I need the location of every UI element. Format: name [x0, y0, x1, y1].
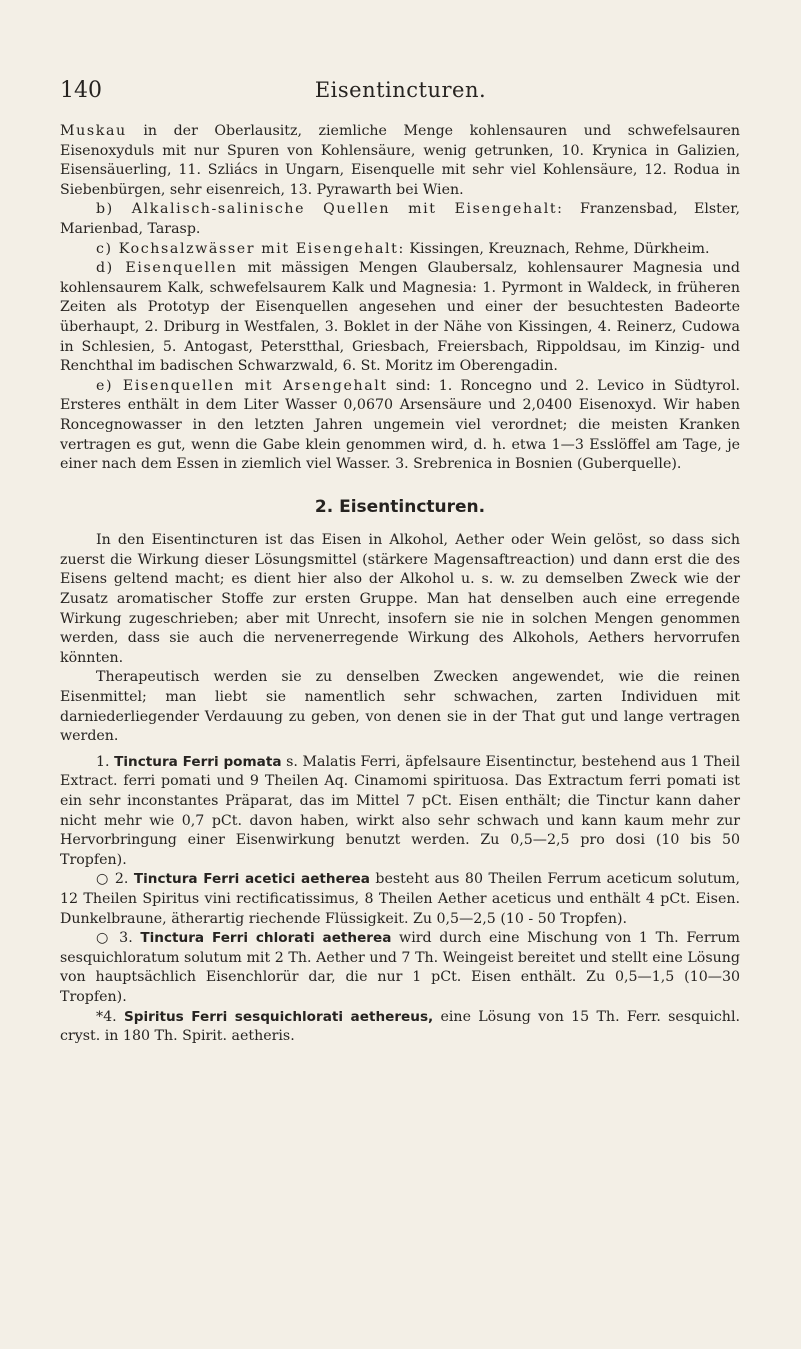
category-lead: b) Alkalisch-salinische Quellen mit Eisengehalt:: [96, 201, 564, 218]
entry-text: wird durch eine Mischung von 1 Th. Ferrum sesquichloratum solutum mit 2 Th. Aether und 7 Th. Weingeist bereitet und stellt eine Lösung von hauptsächlich Eisenchlorür dar, die nur 1 pCt. Eisen enthält. Zu 0,5—1,5 (10—30 Tropfen).: [60, 930, 740, 1005]
entry-name: Spiritus Ferri sesquichlorati aethereus,: [123, 1008, 434, 1025]
entry-tinctura-ferri-acetici: [60, 870, 740, 929]
entry-name: Tinctura Ferri pomata: [114, 753, 282, 770]
intro-paragraph: Therapeutisch werden sie zu denselben Zwecken angewendet, wie die reinen Eisenmittel; man liebt sie namentlich sehr schwachen, zarten Individuen mit darniederliegender Verdauung zu geben, von denen sie in der That gut und lange vertragen werden.: [60, 669, 740, 745]
category-lead: e) Eisenquellen mit Arsengehalt: [96, 377, 388, 394]
entry-marker: ○ 2.: [96, 871, 129, 888]
page-body: [60, 122, 740, 1047]
paragraph-e: [60, 377, 740, 475]
category-lead: d) Eisenquellen: [96, 260, 238, 277]
entry-spiritus-ferri: [60, 1008, 740, 1047]
paragraph-text: sind: 1. Roncegno und 2. Levico in Südtyrol. Ersteres enthält in dem Liter Wasser 0,0670 Arsensäure und 2,0400 Eisenoxyd. Wir haben Roncegnowasser in den letzten Jahren ungemein viel verordnet; die meisten Kranken vertragen es gut, wenn die Gabe klein genommen wird, d. h. etwa 1—3 Esslöffel am Tage, je einer nach dem Essen in ziemlich viel Wasser. 3. Srebrenica in Bosnien (Guberquelle).: [60, 377, 740, 473]
running-head: Eisentincturen.: [314, 78, 487, 102]
paragraph-text: mit mässigen Mengen Glaubersalz, kohlensaurer Magnesia und kohlensaurem Kalk, schwefelsaurem Kalk und Magnesia: 1. Pyrmont in Waldeck, in früheren Zeiten als Prototyp der Eisenquellen angesehen und einer der besuchtesten Badeorte überhaupt, 2. Driburg in Westfalen, 3. Boklet in der Nähe von Kissingen, 4. Reinerz, Cudowa in Schlesien, 5. Antogast, Peterstthal, Griesbach, Freiersbach, Rippoldsau, im Kinzig- und Renchthal im badischen Schwarzwald, 6. St. Moritz im Oberengadin.: [60, 260, 741, 375]
paragraph-text: in der Oberlausitz, ziemliche Menge kohlensauren und schwefelsauren Eisenoxyduls mit nur Spuren von Kohlensäure, wenig getrunken, 10. Krynica in Galizien, Eisensäuerling, 11. Szliács in Ungarn, Eisenquelle mit sehr viel Kohlensäure, 12. Rodua in Siebenbürgen, sehr eisenreich, 13. Pyrawarth bei Wien.: [60, 123, 740, 198]
entry-name: Tinctura Ferri chlorati aetherea: [140, 930, 392, 947]
category-lead: c) Kochsalzwässer mit Eisengehalt:: [96, 240, 405, 257]
entry-tinctura-ferri-chlorati: [60, 929, 740, 1007]
entry-text: besteht aus 80 Theilen Ferrum aceticum solutum, 12 Theilen Spiritus vini rectificatissimus, 8 Theilen Aether aceticus und enthält 4 pCt. Eisen. Dunkelbraune, ätherartig riechende Flüssigkeit. Zu 0,5—2,5 (10 - 50 Tropfen).: [60, 871, 740, 927]
entry-name: Tinctura Ferri acetici aetherea: [133, 871, 370, 888]
paragraph-c: [60, 240, 740, 260]
page-header: [60, 78, 741, 110]
entry-tinctura-ferri-pomata: [60, 753, 740, 871]
place-lead: Muskau: [60, 123, 127, 139]
paragraph-text: Franzensbad, Elster, Marienbad, Tarasp.: [60, 201, 741, 237]
entry-text: s. Malatis Ferri, äpfelsaure Eisentinctur, bestehend aus 1 Theil Extract. ferri pomati und 9 Theilen Aq. Cinamomi spirituosa. Das Extractum ferri pomati ist ein sehr inconstantes Präparat, das im Mittel 7 pCt. Eisen enthält; die Tinctur kann daher nicht mehr wie 0,7 pCt. davon haben, wirkt also sehr schwach und kann kaum mehr zur Hervorbringung einer Eisenwirkung benutzt werden. Zu 0,5—2,5 pro dosi (10 bis 50 Tropfen).: [60, 753, 741, 868]
intro-paragraph: In den Eisentincturen ist das Eisen in Alkohol, Aether oder Wein gelöst, so dass sich zuerst die Wirkung dieser Lösungsmittel (stärkere Magensaftreaction) und dann erst die des Eisens geltend macht; es dient hier also der Alkohol u. s. w. zu demselben Zweck wie der Zusatz aromatischer Stoffe zur ersten Gruppe. Man hat denselben auch eine erregende Wirkung zugeschrieben; aber mit Unrecht, insofern sie nie in solchen Mengen genommen werden, dass sie auch die nervenerregende Wirkung des Alkohols, Aethers hervorrufen könnten.: [60, 532, 740, 666]
paragraph-d: [60, 259, 740, 377]
entry-marker: ○ 3.: [96, 930, 133, 947]
page-number: 140: [60, 78, 102, 103]
paragraph-text: Kissingen, Kreuznach, Rehme, Dürkheim.: [404, 240, 710, 257]
section-heading: 2. Eisentincturen.: [314, 496, 486, 517]
paragraph-b: [60, 200, 740, 239]
entry-text: eine Lösung von 15 Th. Ferr. sesquichl. cryst. in 180 Th. Spirit. aetheris.: [60, 1008, 740, 1045]
entry-marker: 1.: [96, 753, 110, 770]
paragraph-muskau: [60, 122, 740, 200]
entry-marker: *4.: [96, 1008, 117, 1025]
